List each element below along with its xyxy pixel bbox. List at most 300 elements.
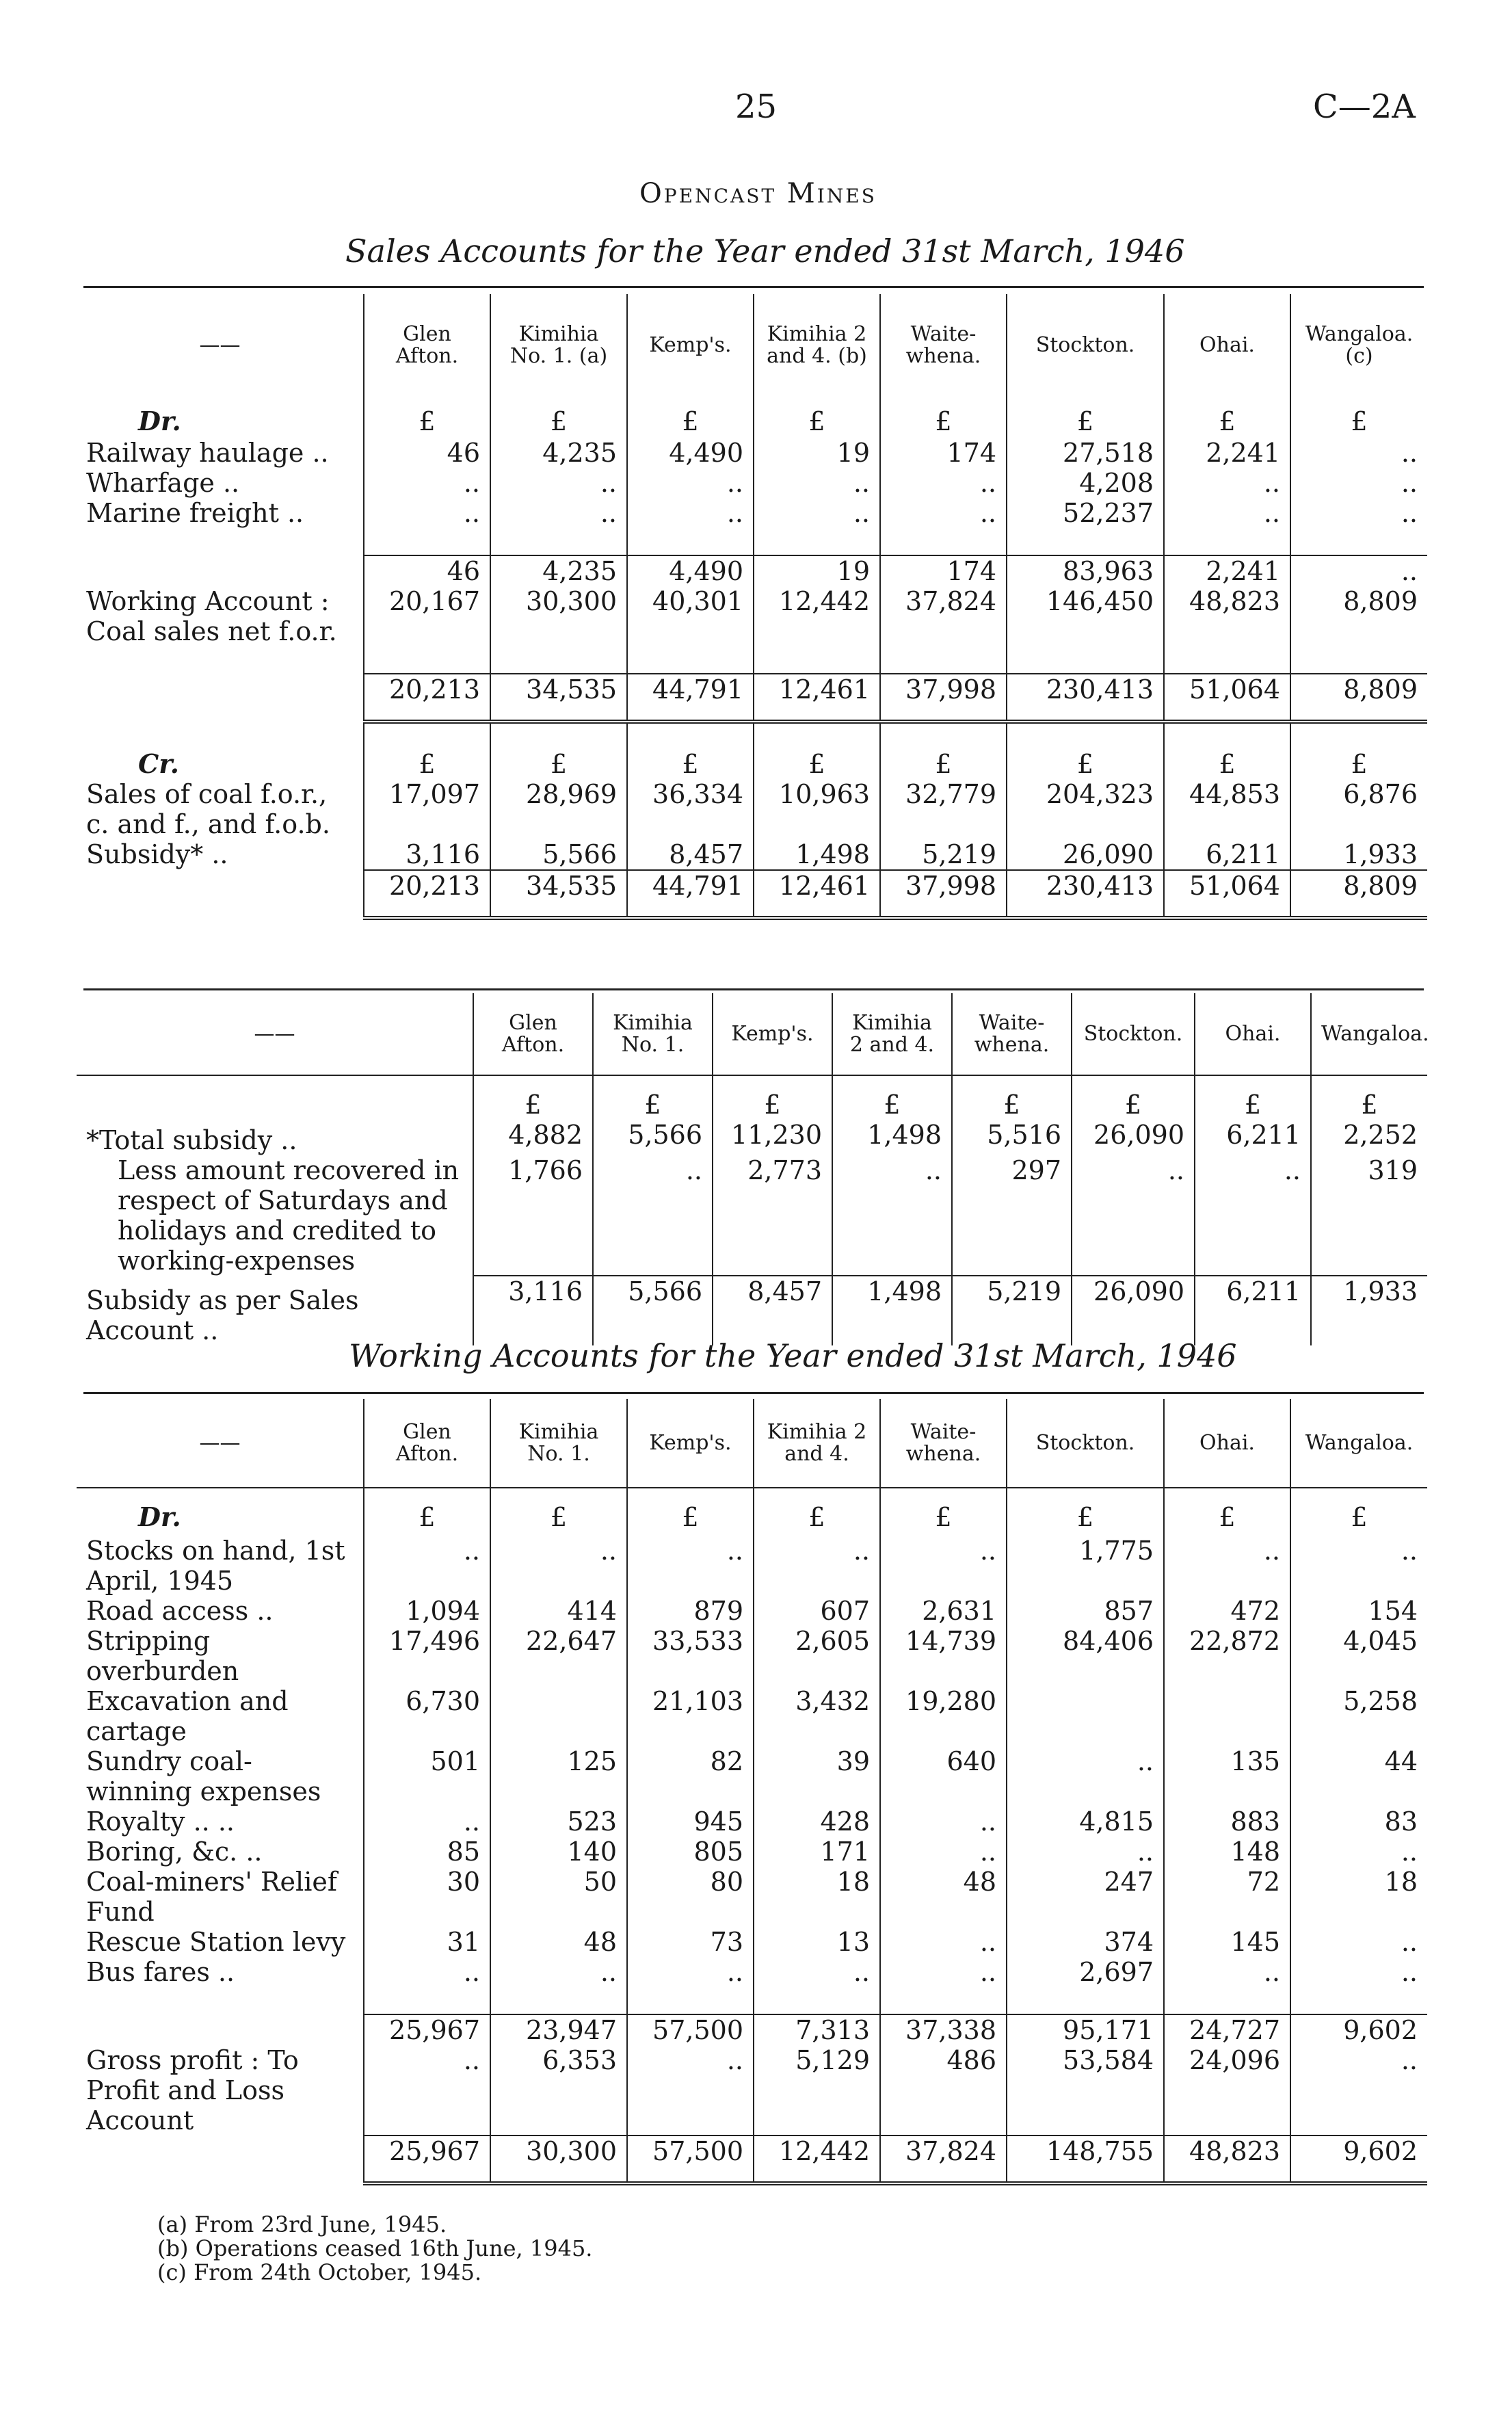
sales-header-glen-afton: Glen Afton. [364, 294, 490, 397]
cell-value: 148 [1164, 1837, 1290, 1867]
cell-value: .. [1164, 468, 1290, 498]
cell-value: 805 [627, 1837, 754, 1867]
cell-value: .. [1290, 1927, 1427, 1957]
cell-value: 34,535 [490, 870, 627, 918]
cell-value: 72 [1164, 1867, 1290, 1927]
cell-value: 2,773 [713, 1155, 832, 1276]
cell-value: .. [1007, 1837, 1164, 1867]
cell-value: 82 [627, 1746, 754, 1806]
cell-value: 5,566 [593, 1276, 713, 1345]
working-header-kemps: Kemp's. [627, 1399, 754, 1488]
cell-value: .. [490, 498, 627, 528]
working-header-ohai: Ohai. [1164, 1399, 1290, 1488]
unit: £ [1164, 749, 1290, 779]
cell-value: .. [364, 1957, 490, 1987]
subsidy-header-kemps: Kemp's. [713, 993, 832, 1075]
row-label: Marine freight .. [86, 498, 304, 528]
row-label: Rescue Station levy [86, 1927, 346, 1957]
cell-value: .. [490, 1536, 627, 1596]
row-label: Wharfage .. [86, 468, 240, 498]
cell-value: .. [1164, 1957, 1290, 1987]
sales-dr-item-row [77, 498, 1427, 528]
cell-value: 40,301 [627, 586, 754, 646]
unit: £ [593, 1075, 713, 1120]
sales-header-stockton: Stockton. [1007, 294, 1164, 397]
row-label: Sales of coal f.o.r., c. and f., and f.o.b. [86, 779, 330, 839]
working-total-row [77, 2136, 1427, 2183]
cell-value: .. [627, 468, 754, 498]
cell-value: .. [627, 1536, 754, 1596]
cell-value: .. [627, 2045, 754, 2136]
sales-header-kemps: Kemp's. [627, 294, 754, 397]
working-header-glen-afton: Glen Afton. [364, 1399, 490, 1488]
cell-value: .. [880, 1837, 1007, 1867]
row-label: Gross profit : To Profit and Loss Account [86, 2045, 299, 2136]
section-title: Opencast Mines [639, 178, 877, 209]
row-label: Working Account : Coal sales net f.o.r. [86, 586, 337, 646]
cell-value: 25,967 [364, 2014, 490, 2045]
subsidy-header-ohai: Ohai. [1195, 993, 1311, 1075]
cell-value: 6,353 [490, 2045, 627, 2136]
working-header-kimihia-2-4: Kimihia 2 and 4. [754, 1399, 880, 1488]
cell-value: 53,584 [1007, 2045, 1164, 2136]
row-label [77, 2014, 364, 2045]
cell-value: .. [880, 1806, 1007, 1837]
cell-value: 73 [627, 1927, 754, 1957]
cell-value [1164, 1686, 1290, 1746]
working-dr-item-row [77, 1837, 1427, 1867]
unit: £ [1195, 1075, 1311, 1120]
cell-value: 1,933 [1311, 1276, 1427, 1345]
working-header-row [77, 1399, 1427, 1488]
cell-value: 857 [1007, 1596, 1164, 1626]
sales-cr-label: Cr. [138, 748, 180, 779]
cell-value: .. [593, 1155, 713, 1276]
footnote-b: (b) Operations ceased 16th June, 1945. [157, 2235, 593, 2261]
row-label [77, 870, 364, 918]
cell-value: 4,235 [490, 555, 627, 586]
cell-value: 24,727 [1164, 2014, 1290, 2045]
cell-value [1007, 1686, 1164, 1746]
unit: £ [1164, 1488, 1290, 1536]
cell-value: 83 [1290, 1806, 1427, 1837]
cell-value: 22,647 [490, 1626, 627, 1686]
cell-value: 146,450 [1007, 586, 1164, 646]
cell-value: .. [364, 498, 490, 528]
cell-value: 80 [627, 1867, 754, 1927]
cell-value: 8,457 [627, 839, 754, 870]
cell-value: 1,933 [1290, 839, 1427, 870]
subsidy-table [77, 993, 1427, 1345]
cell-value: .. [754, 468, 880, 498]
cell-value: 46 [364, 438, 490, 468]
cell-value: 51,064 [1164, 870, 1290, 918]
unit: £ [364, 749, 490, 779]
cell-value: 33,533 [627, 1626, 754, 1686]
row-label: Bus fares .. [86, 1957, 235, 1987]
row-label: Coal-miners' Relief Fund [86, 1867, 337, 1927]
working-header-waitewhena: Waite-whena. [880, 1399, 1007, 1488]
cell-value: 297 [952, 1155, 1072, 1276]
cell-value: 3,116 [364, 839, 490, 870]
cell-value: .. [627, 498, 754, 528]
cell-value: 6,730 [364, 1686, 490, 1746]
cell-value: 230,413 [1007, 674, 1164, 722]
subsidy-header-wangaloa: Wangaloa. [1311, 993, 1427, 1075]
cell-value: 204,323 [1007, 779, 1164, 839]
cell-value: 44,791 [627, 870, 754, 918]
unit: £ [832, 1075, 952, 1120]
cell-value: 4,235 [490, 438, 627, 468]
cell-value: 1,094 [364, 1596, 490, 1626]
unit: £ [754, 397, 880, 438]
cell-value: 486 [880, 2045, 1007, 2136]
cell-value: 50 [490, 1867, 627, 1927]
sales-subtotal-row [77, 555, 1427, 586]
cell-value: 125 [490, 1746, 627, 1806]
cell-value: 84,406 [1007, 1626, 1164, 1686]
cell-value: 19,280 [880, 1686, 1007, 1746]
subsidy-less-row [77, 1155, 1427, 1276]
cell-value: .. [1164, 1536, 1290, 1596]
cell-value: 4,815 [1007, 1806, 1164, 1837]
cell-value: 2,241 [1164, 555, 1290, 586]
cell-value: .. [1290, 1536, 1427, 1596]
cell-value: .. [1007, 1746, 1164, 1806]
cell-value: 1,498 [832, 1276, 952, 1345]
cell-value: 8,809 [1290, 674, 1427, 722]
cell-value: 8,809 [1290, 586, 1427, 646]
working-header-blank: —— [199, 1430, 241, 1455]
working-dr-item-row [77, 1536, 1427, 1596]
sales-dr-item-row [77, 468, 1427, 498]
unit: £ [1007, 397, 1164, 438]
cell-value: .. [1290, 438, 1427, 468]
unit: £ [713, 1075, 832, 1120]
working-header-kimihia-1: Kimihia No. 1. [490, 1399, 627, 1488]
cell-value: .. [1164, 498, 1290, 528]
footnote-a: (a) From 23rd June, 1945. [157, 2211, 447, 2237]
cell-value: 57,500 [627, 2136, 754, 2183]
sales-dr-label: Dr. [138, 406, 181, 436]
sales-cr-total-row [77, 870, 1427, 918]
unit: £ [1007, 1488, 1164, 1536]
unit: £ [1311, 1075, 1427, 1120]
cell-value: 472 [1164, 1596, 1290, 1626]
cell-value: .. [880, 468, 1007, 498]
unit: £ [1290, 1488, 1427, 1536]
cell-value: 31 [364, 1927, 490, 1957]
sales-cr-row [77, 749, 1427, 779]
cell-value: .. [364, 2045, 490, 2136]
cell-value: 37,338 [880, 2014, 1007, 2045]
row-label: Railway haulage .. [86, 438, 329, 468]
row-label: Royalty .. .. [86, 1806, 235, 1837]
cell-value: 12,461 [754, 870, 880, 918]
cell-value: 51,064 [1164, 674, 1290, 722]
working-dr-item-row [77, 1867, 1427, 1927]
cell-value: 247 [1007, 1867, 1164, 1927]
cell-value: .. [627, 1957, 754, 1987]
cell-value: 6,876 [1290, 779, 1427, 839]
cell-value: 20,213 [364, 674, 490, 722]
sales-cr-item-row [77, 839, 1427, 870]
unit: £ [1290, 749, 1427, 779]
unit: £ [754, 1488, 880, 1536]
cell-value: 1,766 [473, 1155, 593, 1276]
cell-value: 174 [880, 438, 1007, 468]
unit: £ [1290, 397, 1427, 438]
cell-value: 48 [490, 1927, 627, 1957]
cell-value: 10,963 [754, 779, 880, 839]
cell-value: 30,300 [490, 586, 627, 646]
cell-value: 44,853 [1164, 779, 1290, 839]
cell-value: 8,809 [1290, 870, 1427, 918]
sales-header-kimihia-2-4: Kimihia 2 and 4. (b) [754, 294, 880, 397]
cell-value: 32,779 [880, 779, 1007, 839]
row-label: *Total subsidy .. [86, 1125, 297, 1155]
cell-value: 7,313 [754, 2014, 880, 2045]
cell-value: .. [364, 468, 490, 498]
row-label: Excavation and cartage [86, 1686, 289, 1746]
working-dr-item-row [77, 1686, 1427, 1746]
cell-value: 34,535 [490, 674, 627, 722]
subsidy-header-kimihia-1: Kimihia No. 1. [593, 993, 713, 1075]
cell-value: .. [880, 1927, 1007, 1957]
cell-value: 2,697 [1007, 1957, 1164, 1987]
subsidy-total-row [77, 1120, 1427, 1155]
cell-value: 4,045 [1290, 1626, 1427, 1686]
cell-value: 5,129 [754, 2045, 880, 2136]
cell-value: 2,241 [1164, 438, 1290, 468]
cell-value: 57,500 [627, 2014, 754, 2045]
cell-value: 174 [880, 555, 1007, 586]
subsidy-header-glen-afton: Glen Afton. [473, 993, 593, 1075]
footnote-c: (c) From 24th October, 1945. [157, 2259, 482, 2285]
working-header-wangaloa: Wangaloa. [1290, 1399, 1427, 1488]
working-caption: Working Accounts for the Year ended 31st March, 1946 [349, 1337, 1237, 1374]
unit: £ [1164, 397, 1290, 438]
sales-accounts-table [77, 294, 1427, 920]
cell-value: 640 [880, 1746, 1007, 1806]
cell-value: .. [490, 468, 627, 498]
working-profit-row [77, 2045, 1427, 2136]
subsidy-header-waitewhena: Waite-whena. [952, 993, 1072, 1075]
unit: £ [880, 397, 1007, 438]
unit: £ [880, 1488, 1007, 1536]
cell-value: 148,755 [1007, 2136, 1164, 2183]
cell-value: 83,963 [1007, 555, 1164, 586]
subsidy-header-blank: —— [254, 1021, 295, 1046]
cell-value: 5,516 [952, 1120, 1072, 1155]
cell-value: 13 [754, 1927, 880, 1957]
cell-value: 135 [1164, 1746, 1290, 1806]
cell-value: .. [1290, 468, 1427, 498]
cell-value: 52,237 [1007, 498, 1164, 528]
cell-value: 140 [490, 1837, 627, 1867]
working-dr-label: Dr. [77, 1488, 364, 1536]
cell-value: 2,631 [880, 1596, 1007, 1626]
cell-value: .. [1290, 1957, 1427, 1987]
cell-value: 3,116 [473, 1276, 593, 1345]
sales-cr-item-row [77, 779, 1427, 839]
cell-value: 428 [754, 1806, 880, 1837]
unit: £ [627, 397, 754, 438]
cell-value: .. [364, 1536, 490, 1596]
cell-value: .. [490, 1957, 627, 1987]
cell-value: 4,490 [627, 438, 754, 468]
cell-value: 18 [1290, 1867, 1427, 1927]
cell-value: 95,171 [1007, 2014, 1164, 2045]
working-dr-row [77, 1488, 1427, 1536]
row-label: Boring, &c. .. [86, 1837, 263, 1867]
cell-value: 30,300 [490, 2136, 627, 2183]
cell-value: .. [754, 1957, 880, 1987]
unit: £ [627, 749, 754, 779]
document-code: C—2A [1313, 88, 1416, 126]
cell-value: 48 [880, 1867, 1007, 1927]
cell-value: 5,566 [593, 1120, 713, 1155]
working-accounts-table [77, 1399, 1427, 2185]
cell-value: .. [1195, 1155, 1311, 1276]
row-label: Subsidy as per Sales Account .. [86, 1285, 359, 1345]
subsidy-header-row [77, 993, 1427, 1075]
cell-value: 12,442 [754, 586, 880, 646]
cell-value: 883 [1164, 1806, 1290, 1837]
cell-value: .. [754, 498, 880, 528]
subsidy-per-row [77, 1276, 1427, 1345]
working-dr-item-row [77, 1957, 1427, 1987]
cell-value: 171 [754, 1837, 880, 1867]
sales-dr-item-row [77, 438, 1427, 468]
cell-value: 37,998 [880, 674, 1007, 722]
working-dr-item-row [77, 1746, 1427, 1806]
cell-value: 17,496 [364, 1626, 490, 1686]
sales-header-row [77, 294, 1427, 397]
cell-value: 44,791 [627, 674, 754, 722]
cell-value: .. [1290, 498, 1427, 528]
cell-value: 1,498 [832, 1120, 952, 1155]
cell-value: 6,211 [1195, 1276, 1311, 1345]
cell-value: 24,096 [1164, 2045, 1290, 2136]
working-dr-item-row [77, 1927, 1427, 1957]
cell-value: 6,211 [1164, 839, 1290, 870]
cell-value: 19 [754, 555, 880, 586]
subsidy-header-stockton: Stockton. [1072, 993, 1195, 1075]
cell-value: 5,258 [1290, 1686, 1427, 1746]
cell-value: 25,967 [364, 2136, 490, 2183]
cell-value: 14,739 [880, 1626, 1007, 1686]
cell-value: 945 [627, 1806, 754, 1837]
cell-value: 3,432 [754, 1686, 880, 1746]
working-dr-item-row [77, 1806, 1427, 1837]
row-label: Less amount recovered in respect of Saturdays and holidays and credited to working-expenses [118, 1155, 460, 1276]
cell-value: 607 [754, 1596, 880, 1626]
unit: £ [364, 397, 490, 438]
working-subtotal-row [77, 2014, 1427, 2045]
unit: £ [1072, 1075, 1195, 1120]
cell-value: 26,090 [1072, 1276, 1195, 1345]
cell-value: 5,566 [490, 839, 627, 870]
cell-value: 11,230 [713, 1120, 832, 1155]
cell-value: 30 [364, 1867, 490, 1927]
cell-value: 37,998 [880, 870, 1007, 918]
sales-caption: Sales Accounts for the Year ended 31st March, 1946 [345, 233, 1185, 270]
cell-value: .. [880, 498, 1007, 528]
working-header-stockton: Stockton. [1007, 1399, 1164, 1488]
sales-header-ohai: Ohai. [1164, 294, 1290, 397]
cell-value: .. [880, 1536, 1007, 1596]
cell-value: 879 [627, 1596, 754, 1626]
cell-value: 44 [1290, 1746, 1427, 1806]
unit: £ [490, 1488, 627, 1536]
unit: £ [627, 1488, 754, 1536]
cell-value: 46 [364, 555, 490, 586]
cell-value: 154 [1290, 1596, 1427, 1626]
cell-value: .. [1290, 2045, 1427, 2136]
row-label: Stocks on hand, 1st April, 1945 [86, 1536, 345, 1596]
cell-value: 4,882 [473, 1120, 593, 1155]
cell-value: 39 [754, 1746, 880, 1806]
cell-value: 414 [490, 1596, 627, 1626]
row-label [77, 2136, 364, 2183]
cell-value: 23,947 [490, 2014, 627, 2045]
cell-value: 8,457 [713, 1276, 832, 1345]
page-number: 25 [735, 88, 778, 126]
cell-value: 12,461 [754, 674, 880, 722]
cell-value: 22,872 [1164, 1626, 1290, 1686]
working-dr-item-row [77, 1596, 1427, 1626]
cell-value: 319 [1311, 1155, 1427, 1276]
unit: £ [1007, 749, 1164, 779]
unit: £ [490, 749, 627, 779]
subsidy-unit-row [77, 1075, 1427, 1120]
cell-value: .. [880, 1957, 1007, 1987]
row-label: Sundry coal-winning expenses [86, 1746, 321, 1806]
cell-value: 523 [490, 1806, 627, 1837]
working-dr-item-row [77, 1626, 1427, 1686]
cell-value: 230,413 [1007, 870, 1164, 918]
cell-value: 9,602 [1290, 2136, 1427, 2183]
cell-value: 2,605 [754, 1626, 880, 1686]
cell-value [490, 1686, 627, 1746]
row-label [77, 555, 364, 586]
sales-dr-row [77, 397, 1427, 438]
cell-value: 20,213 [364, 870, 490, 918]
cell-value: 12,442 [754, 2136, 880, 2183]
sales-header-kimihia-1: Kimihia No. 1. (a) [490, 294, 627, 397]
sales-header-blank: —— [199, 333, 241, 357]
row-label: Road access .. [86, 1596, 274, 1626]
cell-value: 21,103 [627, 1686, 754, 1746]
cell-value: 4,490 [627, 555, 754, 586]
unit: £ [952, 1075, 1072, 1120]
cell-value: 48,823 [1164, 586, 1290, 646]
cell-value: 501 [364, 1746, 490, 1806]
cell-value: 145 [1164, 1927, 1290, 1957]
cell-value: .. [1072, 1155, 1195, 1276]
cell-value: 26,090 [1007, 839, 1164, 870]
cell-value: 28,969 [490, 779, 627, 839]
row-label: Stripping overburden [86, 1626, 239, 1686]
cell-value: 19 [754, 438, 880, 468]
cell-value: 9,602 [1290, 2014, 1427, 2045]
unit: £ [754, 749, 880, 779]
sales-dr-total-row [77, 674, 1427, 722]
sales-header-wangaloa: Wangaloa. (c) [1290, 294, 1427, 397]
sales-header-waitewhena: Waite-whena. [880, 294, 1007, 397]
cell-value: 26,090 [1072, 1120, 1195, 1155]
